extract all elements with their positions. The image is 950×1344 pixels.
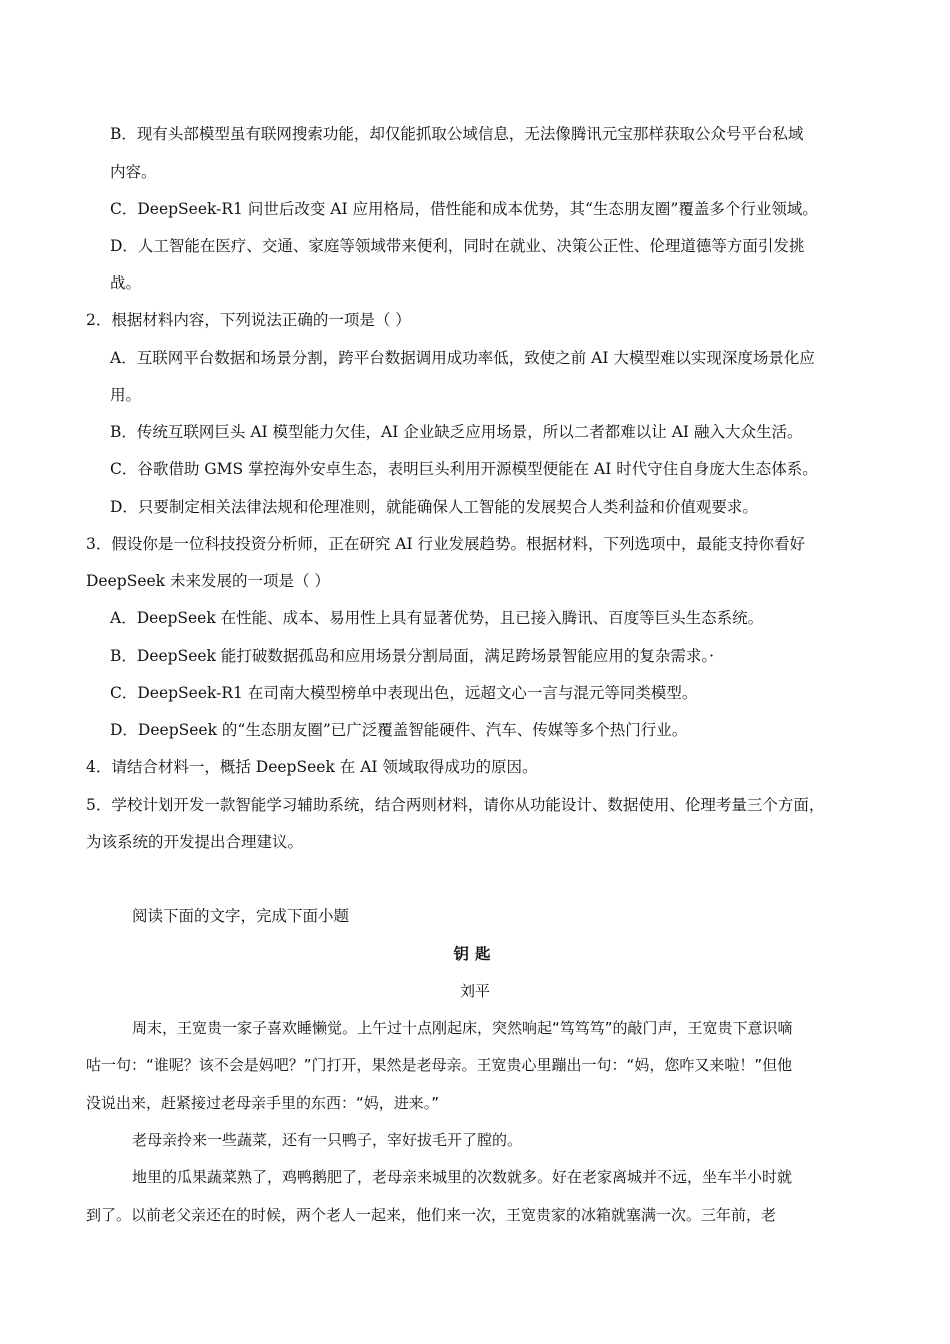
story-p3-line2: 到了。以前老父亲还在的时候，两个老人一起来，他们来一次，王宽贵家的冰箱就塞满一次。三年前，老 (86, 1206, 777, 1224)
story-title: 钥匙 (453, 944, 497, 963)
q2-stem: 2．根据材料内容，下列说法正确的一项是（ ） (86, 311, 411, 329)
q2-option-d: D．只要制定相关法律法规和伦理准则，就能确保人工智能的发展契合人类利益和价值观要求。 (110, 498, 758, 516)
q3-stem-line1: 3．假设你是一位科技投资分析师，正在研究 AI 行业发展趋势。根据材料，下列选项中，最能支持你看好 (86, 535, 806, 553)
q3-option-b: B．DeepSeek 能打破数据孤岛和应用场景分割局面，满足跨场景智能应用的复杂需求。· (110, 647, 715, 665)
q5-stem-line1: 5．学校计划开发一款智能学习辅助系统，结合两则材料，请你从功能设计、数据使用、伦理考量三个方面， (86, 796, 825, 814)
q5-stem-line2: 为该系统的开发提出合理建议。 (86, 833, 304, 851)
q3-option-c: C．DeepSeek-R1 在司南大模型榜单中表现出色，远超文心一言与混元等同类模型。 (110, 684, 698, 702)
q2-option-a-line1: A．互联网平台数据和场景分割，跨平台数据调用成功率低，致使之前 AI 大模型难以实现深度场景化应 (110, 349, 815, 367)
story-p2-line1: 老母亲拎来一些蔬菜，还有一只鸭子，宰好拔毛开了膛的。 (132, 1131, 523, 1149)
story-p1-line3: 没说出来，赶紧接过老母亲手里的东西：“妈，进来。” (86, 1094, 440, 1112)
q1-option-b-line2: 内容。 (110, 163, 157, 181)
q1-option-c: C．DeepSeek-R1 问世后改变 AI 应用格局，借性能和成本优势，其“生态朋友圈”覆盖多个行业领域。 (110, 200, 818, 218)
q3-option-a: A．DeepSeek 在性能、成本、易用性上具有显著优势，且已接入腾讯、百度等巨头生态系统。 (110, 609, 764, 627)
q3-option-d: D．DeepSeek 的“生态朋友圈”已广泛覆盖智能硬件、汽车、传媒等多个热门行业。 (110, 721, 688, 739)
reading-instruction: 阅读下面的文字，完成下面小题 (132, 907, 350, 925)
q2-option-c: C．谷歌借助 GMS 掌控海外安卓生态，表明巨头利用开源模型便能在 AI 时代守住自身庞大生态体系。 (110, 460, 818, 478)
story-p3-line1: 地里的瓜果蔬菜熟了，鸡鸭鹅肥了，老母亲来城里的次数就多。好在老家离城并不远，坐车半小时就 (132, 1168, 793, 1186)
q1-option-d-line2: 战。 (110, 274, 142, 292)
q2-option-a-line2: 用。 (110, 386, 142, 404)
q2-option-b: B．传统互联网巨头 AI 模型能力欠佳，AI 企业缺乏应用场景，所以二者都难以让 AI 融入大众生活。 (110, 423, 803, 441)
q1-option-d-line1: D．人工智能在医疗、交通、家庭等领域带来便利，同时在就业、决策公正性、伦理道德等方面引发挑 (110, 237, 805, 255)
q4-stem: 4．请结合材料一，概括 DeepSeek 在 AI 领域取得成功的原因。 (86, 758, 538, 776)
story-p1-line1: 周末，王宽贵一家子喜欢睡懒觉。上午过十点刚起床，突然响起“笃笃笃”的敲门声，王宽贵下意识嘀 (132, 1019, 793, 1037)
story-author: 刘平 (459, 982, 490, 1000)
story-p1-line2: 咕一句：“谁呢？该不会是妈吧？”门打开，果然是老母亲。王宽贵心里蹦出一句：“妈，您咋又来啦！”但他 (86, 1056, 793, 1074)
q1-option-b-line1: B．现有头部模型虽有联网搜索功能，却仅能抓取公域信息，无法像腾讯元宝那样获取公众号平台私域 (110, 125, 804, 143)
q3-stem-line2: DeepSeek 未来发展的一项是（ ） (86, 572, 330, 590)
